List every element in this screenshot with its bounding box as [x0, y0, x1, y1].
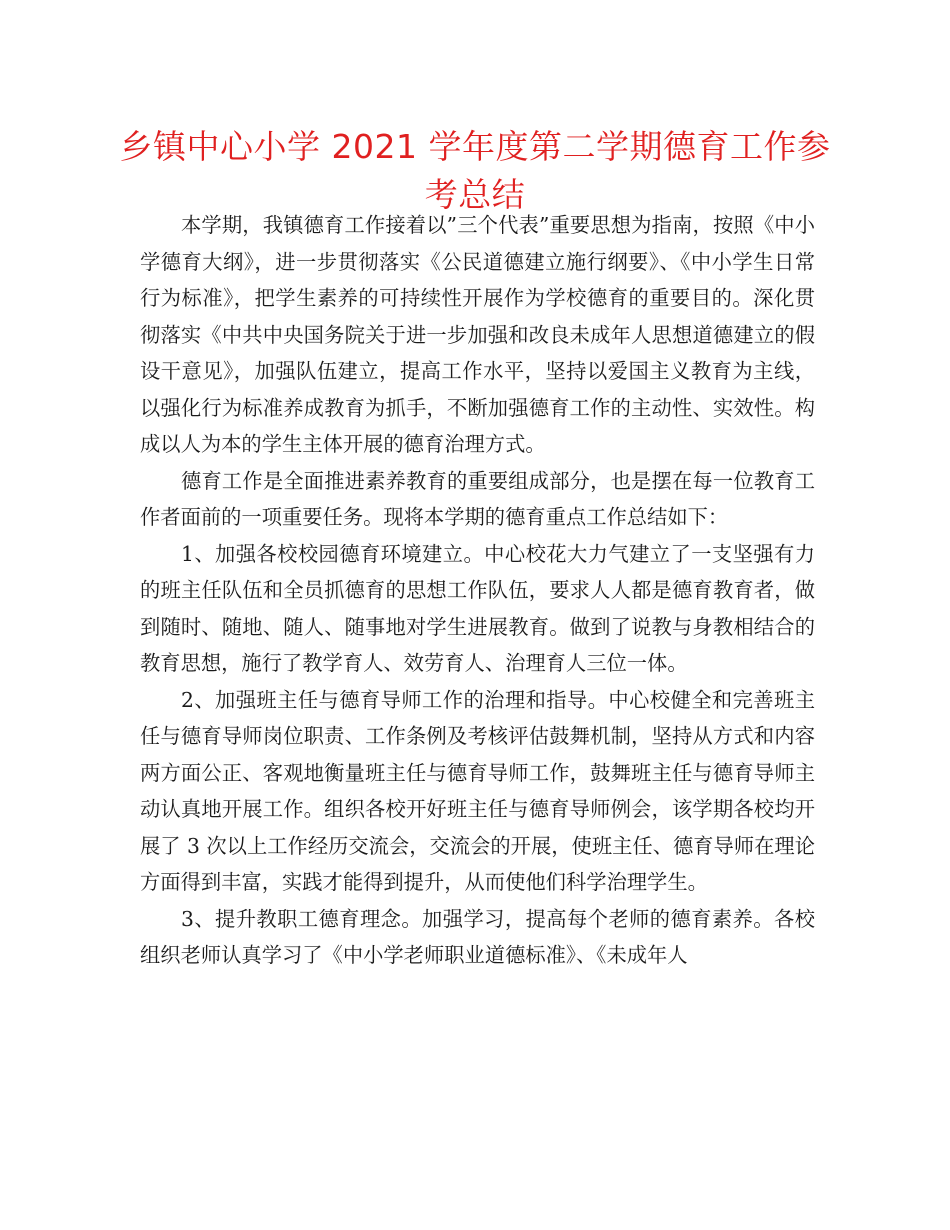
paragraph-item-3: 3、提升教职工德育理念。加强学习，提高每个老师的德育素养。各校组织老师认真学习了《中小学老师职业道德标准》、《未成年人: [140, 906, 815, 967]
paragraph-item-2: 2、加强班主任与德育导师工作的治理和指导。中心校健全和完善班主任与德育导师岗位职责、工作条例及考核评估鼓舞机制，坚持从方式和内容两方面公正、客观地衡量班主任与德育导师工作，鼓舞班主任与德育导师主动认真地开展工作。组织各校开好班主任与德育导师例会，该学期各校均开展了 3 次以上工作经历交流会，交流会的开展，使班主任、德育导师在理论方面得到丰富，实践才能得到提升，从而使他们科学治理学生。: [140, 687, 815, 894]
paragraph-intro: 本学期，我镇德育工作接着以”三个代表”重要思想为指南，按照《中小学德育大纲》，进一步贯彻落实《公民道德建立施行纲要》、《中小学生日常行为标准》，把学生素养的可持续性开展作为学校德育的重要目的。深化贯彻落实《中共中央国务院关于进一步加强和改良未成年人思想道德建立的假设干意见》，加强队伍建立，提高工作水平，坚持以爱国主义教育为主线，以强化行为标准养成教育为抓手，不断加强德育工作的主动性、实效性。构成以人为本的学生主体开展的德育治理方式。: [140, 213, 815, 456]
document-body: [140, 207, 815, 974]
paragraph-overview: 德育工作是全面推进素养教育的重要组成部分，也是摆在每一位教育工作者面前的一项重要任务。现将本学期的德育重点工作总结如下：: [140, 468, 815, 529]
paragraph-item-1: 1、加强各校校园德育环境建立。中心校花大力气建立了一支坚强有力的班主任队伍和全员抓德育的思想工作队伍，要求人人都是德育教育者，做到随时、随地、随人、随事地对学生进展教育。做到了说教与身教相结合的教育思想，施行了教学育人、效劳育人、治理育人三位一体。: [140, 541, 815, 675]
document-title-line-2: 考总结: [424, 175, 526, 214]
document-title-line-1: 乡镇中心小学 2021 学年度第二学期德育工作参: [119, 127, 831, 166]
